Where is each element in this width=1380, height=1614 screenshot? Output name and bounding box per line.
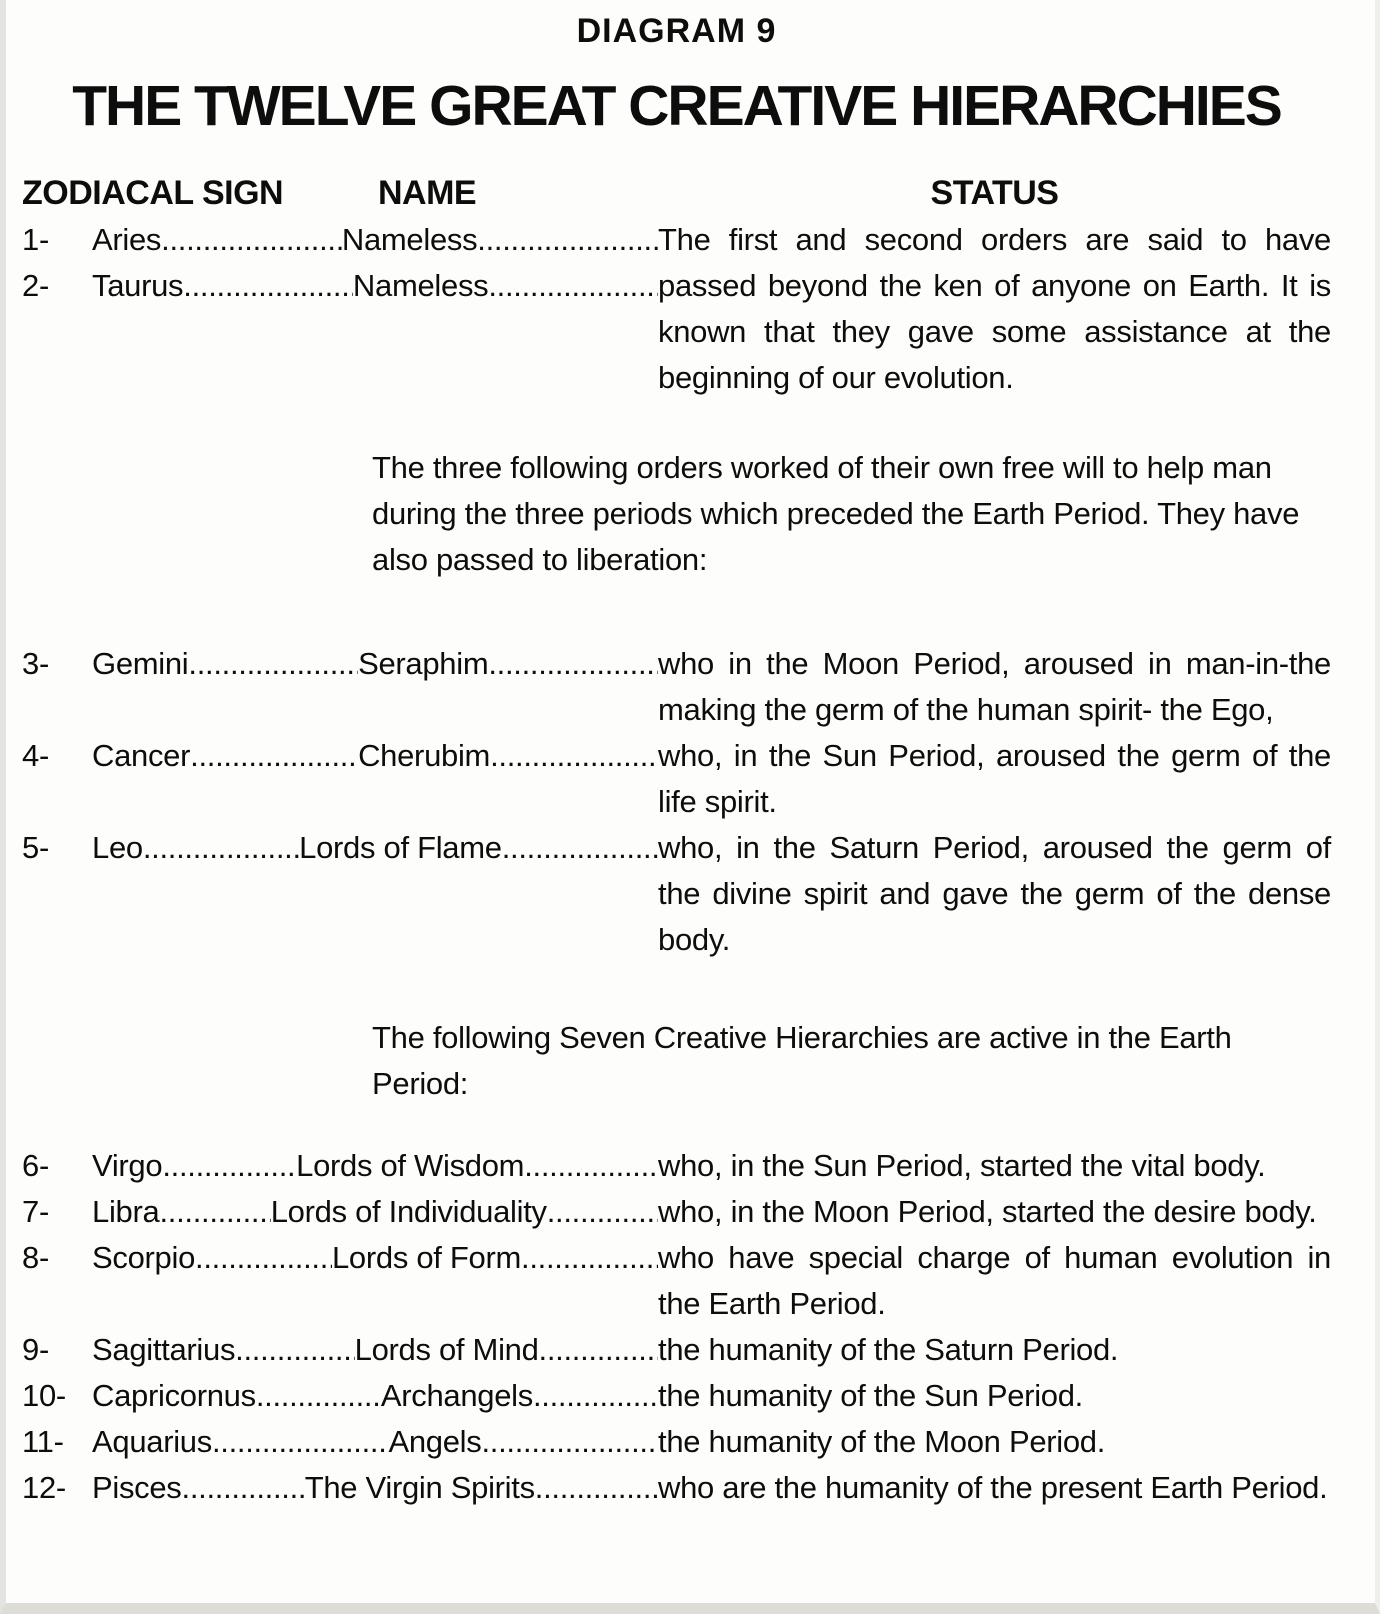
hierarchy-name: Archangels: [380, 1378, 533, 1413]
table-row: [22, 641, 658, 687]
note-paragraph: The following Seven Creative Hierarchies are active in the Earth Period:: [372, 1020, 1232, 1101]
table-row-aquarius: [22, 1419, 1331, 1465]
table-row-sagittarius: [22, 1327, 1331, 1373]
zodiacal-sign: Leo: [92, 830, 143, 865]
zodiacal-sign: Pisces: [92, 1470, 182, 1505]
row-number: 8-: [22, 1240, 49, 1275]
dot-leader: [535, 1465, 658, 1511]
table-row-group-aries-taurus: [22, 217, 1331, 401]
row-group-left: [22, 217, 658, 309]
dot-leader: [488, 641, 658, 687]
row-number: 1-: [22, 222, 49, 257]
diagram-number: DIAGRAM 9: [576, 12, 777, 50]
table-row: [22, 733, 658, 779]
page-title: THE TWELVE GREAT CREATIVE HIERARCHIES: [72, 74, 1281, 138]
hierarchy-name: Seraphim: [358, 646, 489, 681]
dot-leader: [524, 1143, 658, 1189]
table-row-pisces: [22, 1465, 1331, 1511]
dot-leader: [183, 263, 353, 309]
zodiacal-sign: Taurus: [92, 268, 184, 303]
dot-leader: [143, 825, 299, 871]
dot-leader: [235, 1327, 354, 1373]
dot-leader: [188, 641, 358, 687]
row-number: 12-: [22, 1470, 66, 1505]
dot-leader: [521, 1235, 658, 1281]
zodiacal-sign: Sagittarius: [92, 1332, 236, 1367]
status-text: who, in the Sun Period, started the vital body.: [658, 1148, 1266, 1183]
hierarchy-name: The Virgin Spirits: [304, 1470, 535, 1505]
dot-leader: [161, 217, 342, 263]
status-text: The first and second orders are said to have passed beyond the ken of anyone on Earth. It is known that they gave some assistance at the beginning of our evolution.: [658, 222, 1331, 395]
status-text: who in the Moon Period, aroused in man-in-the making the germ of the human spirit- the Ego,: [658, 646, 1331, 727]
zodiacal-sign: Aries: [92, 222, 162, 257]
table-row: [22, 825, 658, 871]
zodiacal-sign: Virgo: [92, 1148, 163, 1183]
hierarchy-name: Lords of Flame: [299, 830, 502, 865]
status-text: who have special charge of human evolution in the Earth Period.: [658, 1240, 1331, 1321]
column-header-zodiacal-sign: ZODIACAL SIGN: [22, 174, 284, 212]
dot-leader: [212, 1419, 389, 1465]
status-text: who are the humanity of the present Earth Period.: [658, 1470, 1328, 1505]
table-row: [22, 1143, 658, 1189]
status-text: the humanity of the Sun Period.: [658, 1378, 1083, 1413]
row-number: 5-: [22, 830, 49, 865]
row-number: 4-: [22, 738, 49, 773]
column-header-status: STATUS: [930, 174, 1059, 212]
table-row-capricornus: [22, 1373, 1331, 1419]
dot-leader: [490, 733, 658, 779]
zodiacal-sign: Libra: [92, 1194, 160, 1229]
dot-leader: [502, 825, 658, 871]
table-row: [22, 1419, 658, 1465]
hierarchy-name: Lords of Form: [331, 1240, 522, 1275]
dot-leader: [162, 1143, 296, 1189]
hierarchy-name: Lords of Wisdom: [296, 1148, 525, 1183]
table-row: [22, 263, 658, 309]
row-number: 6-: [22, 1148, 49, 1183]
table-row: [22, 1235, 658, 1281]
row-number: 10-: [22, 1378, 66, 1413]
table-header-row: [22, 173, 1331, 213]
hierarchy-name: Cherubim: [358, 738, 491, 773]
hierarchy-name: Nameless: [352, 268, 489, 303]
row-number: 9-: [22, 1332, 49, 1367]
table-row-scorpio: [22, 1235, 1331, 1327]
dot-leader: [190, 733, 358, 779]
zodiacal-sign: Gemini: [92, 646, 189, 681]
zodiacal-sign: Cancer: [92, 738, 191, 773]
table-row: [22, 1189, 658, 1235]
note-paragraph: The three following orders worked of their own free will to help man during the three periods which preceded the Earth Period. They have also passed to liberation:: [372, 450, 1300, 577]
status-text: who, in the Moon Period, started the desire body.: [658, 1194, 1317, 1229]
dot-leader: [182, 1465, 305, 1511]
row-number: 11-: [22, 1424, 64, 1459]
row-number: 2-: [22, 268, 49, 303]
dot-leader: [533, 1373, 658, 1419]
table-row-libra: [22, 1189, 1331, 1235]
row-number: 3-: [22, 646, 49, 681]
dot-leader: [195, 1235, 332, 1281]
hierarchy-name: Lords of Individuality: [270, 1194, 547, 1229]
row-number: 7-: [22, 1194, 49, 1229]
table-row: [22, 1465, 658, 1511]
zodiacal-sign: Aquarius: [92, 1424, 212, 1459]
table-row-cancer: [22, 733, 1331, 825]
zodiacal-sign: Scorpio: [92, 1240, 196, 1275]
dot-leader: [159, 1189, 270, 1235]
table-row-leo: [22, 825, 1331, 963]
table-row: [22, 217, 658, 263]
status-text: who, in the Saturn Period, aroused the germ of the divine spirit and gave the germ of the dense body.: [658, 830, 1331, 957]
status-text: the humanity of the Moon Period.: [658, 1424, 1106, 1459]
table-row: [22, 1327, 658, 1373]
dot-leader: [256, 1373, 381, 1419]
column-header-name: NAME: [378, 174, 477, 212]
hierarchy-name: Angels: [388, 1424, 482, 1459]
table-row-gemini: [22, 641, 1331, 733]
table-row: [22, 1373, 658, 1419]
dot-leader: [547, 1189, 658, 1235]
hierarchy-name: Nameless: [341, 222, 478, 257]
table-row-virgo: [22, 1143, 1331, 1189]
status-text: who, in the Sun Period, aroused the germ of the life spirit.: [658, 738, 1331, 819]
dot-leader: [539, 1327, 658, 1373]
dot-leader: [481, 1419, 658, 1465]
hierarchy-name: Lords of Mind: [354, 1332, 539, 1367]
status-text: the humanity of the Saturn Period.: [658, 1332, 1119, 1367]
dot-leader: [488, 263, 658, 309]
dot-leader: [477, 217, 658, 263]
zodiacal-sign: Capricornus: [92, 1378, 256, 1413]
